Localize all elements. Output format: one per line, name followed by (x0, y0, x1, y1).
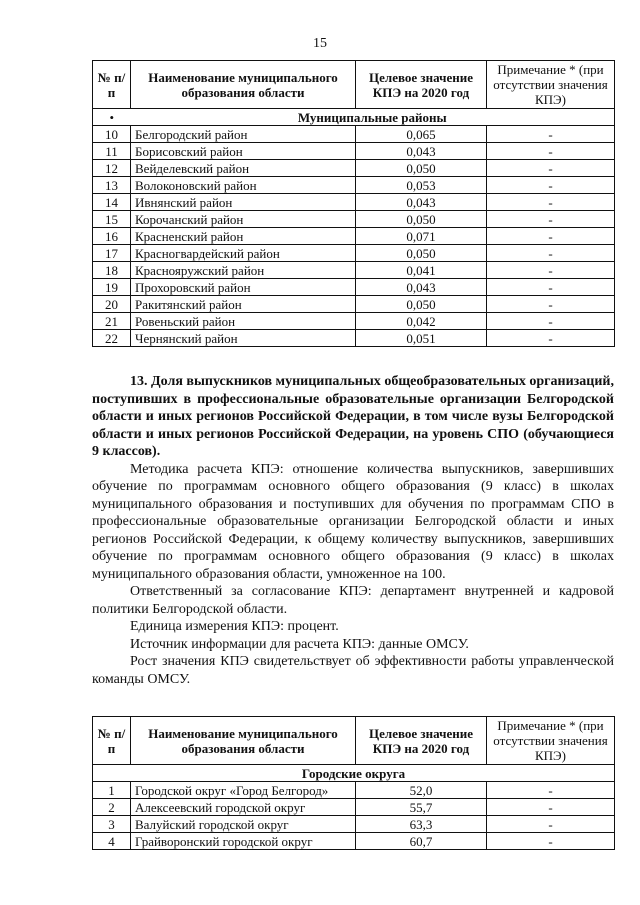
row-name: Красненский район (131, 228, 356, 245)
table-row (93, 279, 615, 296)
table-row (93, 160, 615, 177)
row-value: 0,050 (356, 245, 487, 262)
row-number: 18 (93, 262, 131, 279)
row-name: Корочанский район (131, 211, 356, 228)
row-note: - (487, 143, 615, 160)
page-number: 15 (313, 36, 327, 51)
indicator-description (92, 373, 614, 688)
growth-paragraph: Рост значения КПЭ свидетельствует об эффективности работы управленческой команды ОМСУ. (92, 654, 614, 687)
row-number: 4 (93, 833, 131, 850)
row-number: 15 (93, 211, 131, 228)
row-value: 0,053 (356, 177, 487, 194)
table-row (93, 228, 615, 245)
table-header-row (93, 61, 615, 109)
row-note: - (487, 245, 615, 262)
source-paragraph: Источник информации для расчета КПЭ: данные ОМСУ. (130, 636, 469, 652)
header-name: Наименование муниципального образования области (131, 61, 356, 109)
row-number: 19 (93, 279, 131, 296)
methodology-paragraph: Методика расчета КПЭ: отношение количества выпускников, завершивших обучение по программам основного общего образования (9 класс) в школах муниципального образования и поступивших для обучения по программам СПО в профессиональные образовательные организации Белгородской области и иных регионов Российской Федерации, к общему количеству выпускников, завершивших обучение по программам основного общего образования (9 класс) в школах муниципального образования области, умноженное на 100. (92, 461, 614, 582)
indicator-heading: 13. Доля выпускников муниципальных общеобразовательных организаций, поступивших в профессиональные образовательные организации Белгородской области и иных регионов Российской Федерации, в том числе вузы Белгородской области и иных регионов Российской Федерации, на уровень СПО (обучающиеся 9 классов). (92, 374, 614, 459)
row-name: Грайворонский городской округ (131, 833, 356, 850)
table-row (93, 313, 615, 330)
table-row (93, 816, 615, 833)
row-value: 0,050 (356, 296, 487, 313)
row-name: Красногвардейский район (131, 245, 356, 262)
row-note: - (487, 799, 615, 816)
row-name: Ивнянский район (131, 194, 356, 211)
kpe-table-districts (92, 60, 615, 347)
header-value: Целевое значение КПЭ на 2020 год (356, 61, 487, 109)
row-note: - (487, 177, 615, 194)
row-note: - (487, 262, 615, 279)
row-number: 2 (93, 799, 131, 816)
row-value: 0,042 (356, 313, 487, 330)
row-name: Ракитянский район (131, 296, 356, 313)
row-value: 0,043 (356, 194, 487, 211)
row-name: Прохоровский район (131, 279, 356, 296)
row-value: 0,051 (356, 330, 487, 347)
row-note: - (487, 160, 615, 177)
row-value: 0,071 (356, 228, 487, 245)
row-name: Вейделевский район (131, 160, 356, 177)
row-note: - (487, 279, 615, 296)
row-value: 60,7 (356, 833, 487, 850)
table-row (93, 143, 615, 160)
row-value: 0,050 (356, 211, 487, 228)
row-note: - (487, 228, 615, 245)
row-note: - (487, 296, 615, 313)
row-number: 13 (93, 177, 131, 194)
row-number: 1 (93, 782, 131, 799)
section-mark: • (93, 109, 131, 126)
table-row (93, 211, 615, 228)
section-title: Городские округа (93, 765, 615, 782)
header-value: Целевое значение КПЭ на 2020 год (356, 717, 487, 765)
row-number: 21 (93, 313, 131, 330)
row-note: - (487, 126, 615, 143)
row-number: 10 (93, 126, 131, 143)
row-value: 0,065 (356, 126, 487, 143)
row-note: - (487, 330, 615, 347)
row-name: Краснояружский район (131, 262, 356, 279)
row-name: Борисовский район (131, 143, 356, 160)
header-num: № п/п (93, 717, 131, 765)
kpe-table-city-districts (92, 716, 615, 850)
header-note: Примечание * (при отсутствии значения КПЭ) (487, 717, 615, 765)
table-row (93, 330, 615, 347)
table-row (93, 782, 615, 799)
row-name: Чернянский район (131, 330, 356, 347)
table-row (93, 194, 615, 211)
row-value: 0,043 (356, 279, 487, 296)
row-number: 12 (93, 160, 131, 177)
row-note: - (487, 211, 615, 228)
row-value: 0,050 (356, 160, 487, 177)
table-row (93, 799, 615, 816)
table-row (93, 296, 615, 313)
row-name: Алексеевский городской округ (131, 799, 356, 816)
header-num: № п/п (93, 61, 131, 109)
table-row (93, 245, 615, 262)
section-row (93, 109, 615, 126)
row-number: 16 (93, 228, 131, 245)
row-note: - (487, 782, 615, 799)
responsible-paragraph: Ответственный за согласование КПЭ: департамент внутренней и кадровой политики Белгородской области. (92, 584, 614, 617)
row-value: 0,041 (356, 262, 487, 279)
table-row (93, 262, 615, 279)
row-number: 3 (93, 816, 131, 833)
unit-paragraph: Единица измерения КПЭ: процент. (130, 619, 339, 634)
row-name: Ровеньский район (131, 313, 356, 330)
row-note: - (487, 313, 615, 330)
row-note: - (487, 194, 615, 211)
row-number: 14 (93, 194, 131, 211)
section-row (93, 765, 615, 782)
row-number: 11 (93, 143, 131, 160)
header-name: Наименование муниципального образования области (131, 717, 356, 765)
table-header-row (93, 717, 615, 765)
row-name: Городской округ «Город Белгород» (131, 782, 356, 799)
row-name: Волоконовский район (131, 177, 356, 194)
row-name: Валуйский городской округ (131, 816, 356, 833)
row-number: 20 (93, 296, 131, 313)
row-number: 22 (93, 330, 131, 347)
table-row (93, 126, 615, 143)
row-name: Белгородский район (131, 126, 356, 143)
header-note: Примечание * (при отсутствии значения КПЭ) (487, 61, 615, 109)
row-value: 0,043 (356, 143, 487, 160)
row-number: 17 (93, 245, 131, 262)
row-note: - (487, 816, 615, 833)
row-value: 52,0 (356, 782, 487, 799)
table-row (93, 833, 615, 850)
row-value: 63,3 (356, 816, 487, 833)
section-title: Муниципальные районы (131, 109, 615, 126)
row-note: - (487, 833, 615, 850)
row-value: 55,7 (356, 799, 487, 816)
table-row (93, 177, 615, 194)
